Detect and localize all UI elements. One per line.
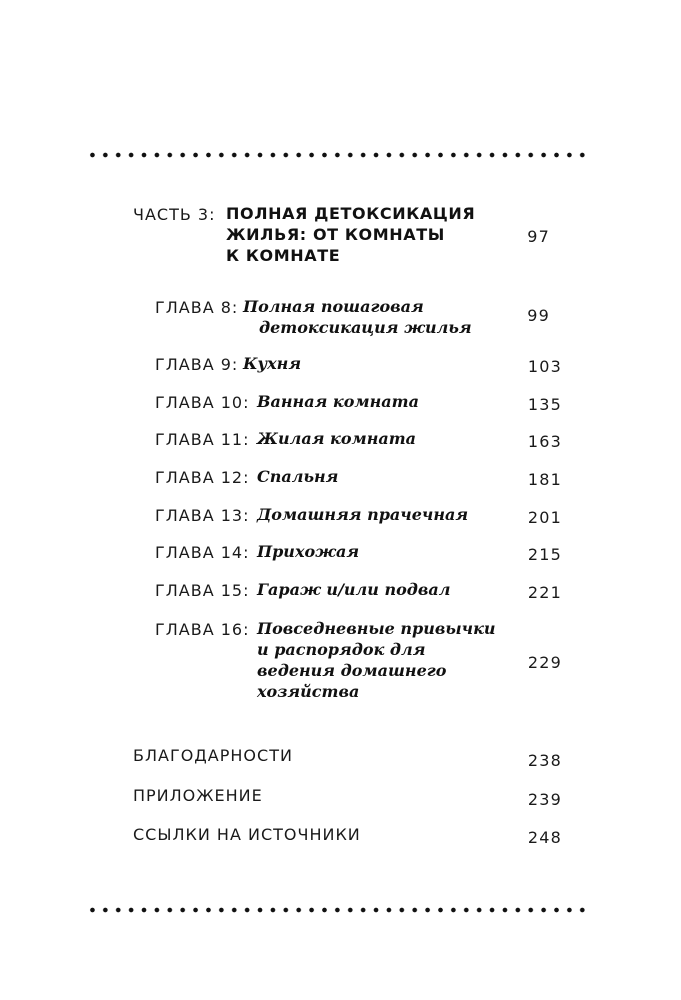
chapter-label: ГЛАВА 12:	[155, 468, 250, 487]
chapter-page-number: 103	[527, 357, 562, 376]
chapter-page-number: 201	[527, 508, 562, 527]
part-label: ЧАСТЬ 3:	[133, 205, 216, 224]
backmatter-page-number: 239	[527, 790, 562, 809]
chapter-title: Повседневные привычки и распорядок для ведения домашнего хозяйства	[257, 619, 496, 701]
dotted-divider-top	[86, 151, 586, 159]
chapter-page-number: 135	[527, 395, 562, 414]
chapter-page-number: 215	[527, 545, 562, 564]
chapter-label: ГЛАВА 13:	[155, 506, 250, 525]
backmatter-label: ССЫЛКИ НА ИСТОЧНИКИ	[133, 825, 361, 844]
chapter-label: ГЛАВА 9:	[155, 355, 239, 374]
chapter-label: ГЛАВА 10:	[155, 393, 250, 412]
backmatter-label: БЛАГОДАРНОСТИ	[133, 746, 293, 765]
chapter-page-number: 229	[527, 653, 562, 672]
dotted-divider-bottom	[86, 906, 586, 914]
chapter-title: Домашняя прачечная	[257, 505, 469, 524]
chapter-label: ГЛАВА 11:	[155, 430, 250, 449]
backmatter-page-number: 248	[527, 828, 562, 847]
chapter-page-number: 221	[527, 583, 562, 602]
chapter-page-number: 163	[527, 432, 562, 451]
chapter-title: Полная пошаговая детоксикация жилья	[243, 297, 472, 337]
chapter-label: ГЛАВА 14:	[155, 543, 250, 562]
chapter-page-number: 181	[527, 470, 562, 489]
chapter-label: ГЛАВА 8:	[155, 298, 239, 317]
part-title: ПОЛНАЯ ДЕТОКСИКАЦИЯ ЖИЛЬЯ: ОТ КОМНАТЫ К КОМНАТЕ	[226, 204, 476, 265]
chapter-title: Ванная комната	[257, 392, 419, 411]
backmatter-label: ПРИЛОЖЕНИЕ	[133, 786, 263, 805]
chapter-title: Прихожая	[257, 542, 360, 561]
chapter-page-number: 99	[527, 306, 550, 325]
chapter-label: ГЛАВА 15:	[155, 581, 250, 600]
chapter-title: Жилая комната	[257, 429, 417, 448]
backmatter-page-number: 238	[527, 751, 562, 770]
part-page-number: 97	[527, 227, 550, 246]
chapter-title: Гараж и/или подвал	[257, 580, 451, 599]
chapter-label: ГЛАВА 16:	[155, 620, 250, 639]
chapter-title: Кухня	[243, 354, 302, 373]
chapter-title: Спальня	[257, 467, 339, 486]
